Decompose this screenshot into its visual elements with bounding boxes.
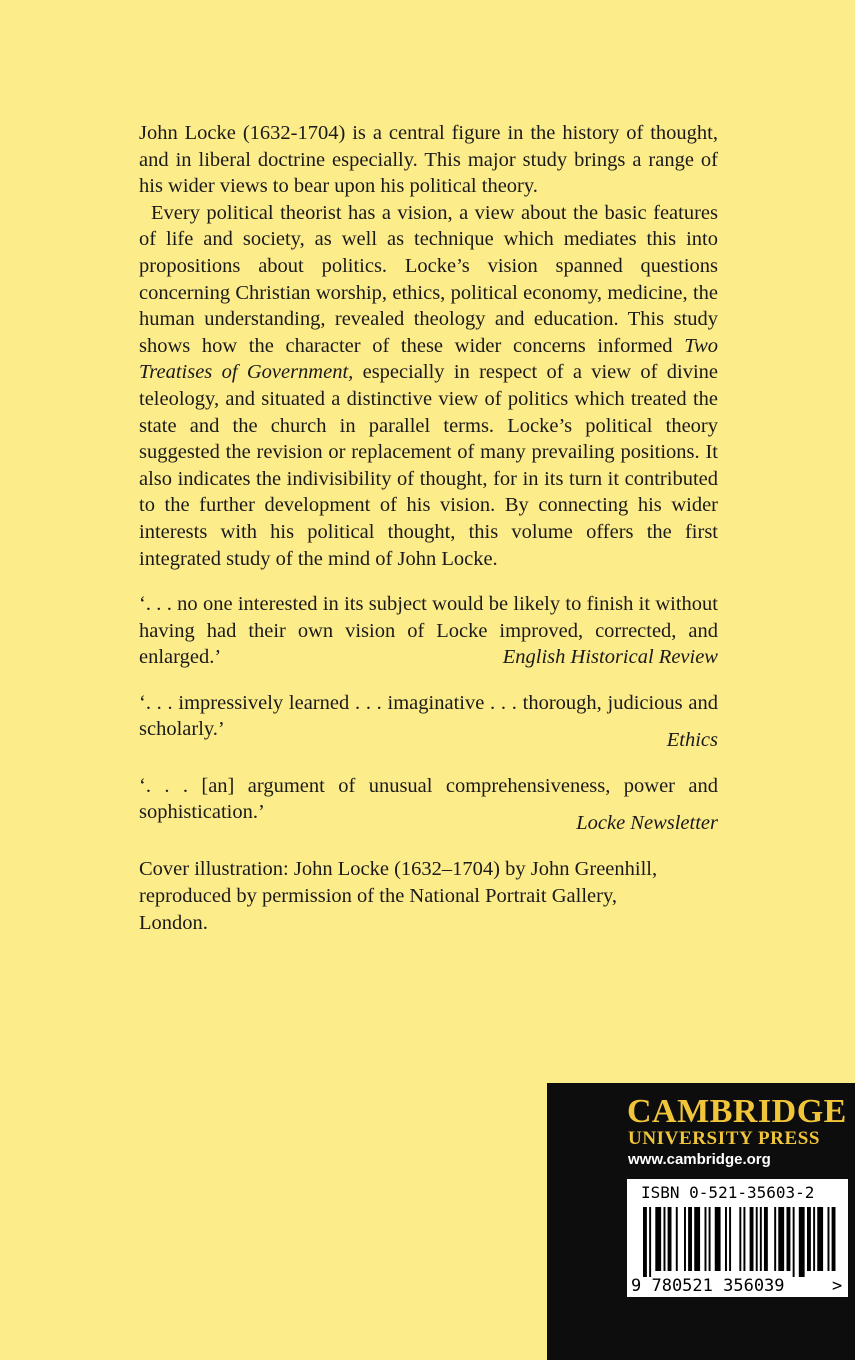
review-quote-source: Locke Newsletter (576, 811, 718, 834)
barcode-bar (664, 1207, 666, 1271)
back-cover-text (139, 120, 718, 936)
barcode-bar (832, 1207, 836, 1271)
barcode-bar (828, 1207, 830, 1271)
barcode-bar (813, 1207, 815, 1271)
barcode-bar (774, 1207, 776, 1271)
blurb-paragraph-1: John Locke (1632-1704) is a central figure in the history of thought, and in liberal doctrine especially. This major study brings a range of his wider views to bear upon his political theory. (139, 122, 718, 198)
barcode-bar (807, 1207, 811, 1271)
barcode-bar (709, 1207, 711, 1271)
review-quote (139, 773, 718, 837)
barcode-bar (729, 1207, 731, 1271)
barcode-bar (649, 1207, 651, 1277)
barcode-bar (655, 1207, 661, 1271)
barcode-bar (715, 1207, 721, 1271)
credit-line: London. (139, 911, 208, 934)
barcode-bar (743, 1207, 745, 1271)
barcode-bar (750, 1207, 754, 1271)
review-quote (139, 591, 718, 671)
barcode-bar (643, 1207, 647, 1277)
barcode-end-mark: > (832, 1276, 843, 1296)
publisher-website: www.cambridge.org (628, 1151, 771, 1168)
blurb-paragraph-2 (139, 200, 718, 572)
barcode-bar (676, 1207, 678, 1271)
blurb-paragraph-2-end: especially in respect of a view of divine teleology, and situated a distinctive view of politics which treated the state and the church in parallel terms. Locke’s political theory suggested the revision or replacement of many prevailing positions. It also indicates the indivisibility of thought, for in its turn it contributed to the further development of his vision. By connecting his wider interests with his political thought, this volume offers the first integrated study of the mind of John Locke. (139, 361, 719, 570)
isbn-number: ISBN 0-521-35603-2 (641, 1183, 815, 1202)
publisher-logo-subname: UNIVERSITY PRESS (628, 1128, 821, 1149)
review-quote-text: ‘. . . no one interested in its subject would be likely to finish it without having had their own vision of Locke improved, corrected, and enlarged.’ (139, 593, 718, 669)
review-quote-text: ‘. . . [an] argument of unusual comprehensiveness, power and sophistication.’ (139, 774, 718, 824)
barcode-bar (694, 1207, 700, 1271)
isbn-barcode (627, 1179, 848, 1297)
barcode-bar (756, 1207, 758, 1271)
barcode-bar (739, 1207, 741, 1271)
barcode-bar (799, 1207, 805, 1277)
barcode-bar (778, 1207, 784, 1271)
review-quote (139, 690, 718, 754)
barcode-bar (688, 1207, 692, 1271)
barcode-bar (817, 1207, 823, 1271)
barcode-digits: 9 780521 356039 (631, 1276, 785, 1296)
barcode-bar (760, 1207, 762, 1271)
book-title-reference: Two Treatises of Government, (139, 334, 718, 384)
barcode-bar (793, 1207, 795, 1277)
barcode-bar (668, 1207, 672, 1271)
credit-line: reproduced by permission of the National Portrait Gallery, (139, 885, 618, 908)
barcode-bar (684, 1207, 686, 1271)
cover-illustration-credit (139, 856, 718, 936)
publisher-box (547, 1083, 855, 1360)
review-quote-text: ‘. . . impressively learned . . . imaginative . . . thorough, judicious and scholarly.’ (139, 691, 718, 741)
barcode-bar (725, 1207, 727, 1271)
publisher-logo-name: CAMBRIDGE (627, 1093, 847, 1130)
barcode-bar (705, 1207, 707, 1271)
review-quote-source: Ethics (666, 729, 718, 752)
barcode-bar (764, 1207, 768, 1271)
review-quote-source: English Historical Review (502, 646, 718, 669)
blurb-paragraph-2-start: Every political theorist has a vision, a view about the basic features of life and society, as well as technique which mediates this into propositions about politics. Locke’s vision spanned questions concerning Christian worship, ethics, political economy, medicine, the human understanding, revealed theology and education. This study shows how the character of these wider concerns informed (139, 201, 718, 357)
barcode-bar (787, 1207, 791, 1271)
credit-line: Cover illustration: John Locke (1632–1704) by John Greenhill, (139, 858, 658, 881)
